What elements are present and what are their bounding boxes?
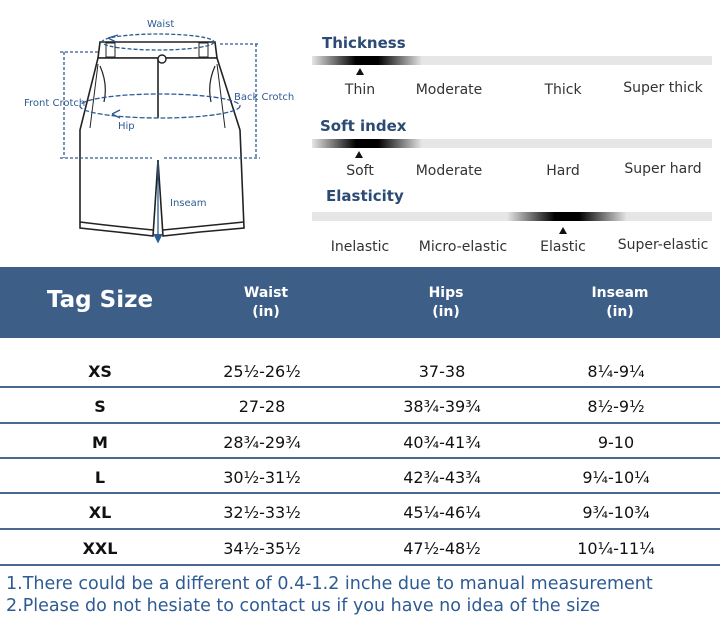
- waist-cell: 34½-35½: [223, 539, 301, 558]
- size-cell: M: [92, 433, 108, 452]
- soft-index-marker-icon: [355, 151, 363, 158]
- waist-cell: 32½-33½: [223, 503, 301, 522]
- hips-cell: 38¾-39¾: [403, 397, 481, 416]
- waist-cell: 30½-31½: [223, 468, 301, 487]
- waist-label: Waist: [147, 19, 175, 30]
- elasticity-highlight: [507, 212, 627, 221]
- row-divider: [0, 564, 720, 566]
- thickness-highlight: [312, 56, 422, 65]
- elasticity-option-elastic: Elastic: [540, 239, 586, 255]
- soft-index-option-moderate: Moderate: [415, 163, 483, 179]
- table-row: [0, 460, 720, 496]
- waist-cell: 25½-26½: [223, 362, 301, 381]
- waist-cell: 28¾-29¾: [223, 433, 301, 452]
- thickness-option-thick: Thick: [544, 82, 582, 98]
- thickness-marker-icon: [356, 68, 364, 75]
- thickness-title: Thickness: [322, 34, 406, 52]
- hips-header: [380, 284, 512, 322]
- hips-header-label: Hips: [428, 285, 464, 301]
- inseam-cell: 9-10: [597, 433, 635, 452]
- note-measurement: 1.There could be a different of 0.4-1.2 inche due to manual measurement: [6, 574, 653, 594]
- waist-header: [200, 284, 332, 322]
- elasticity-option-super-elastic: Super-elastic: [617, 237, 709, 253]
- table-row: [0, 389, 720, 425]
- soft-index-highlight: [312, 139, 422, 148]
- inseam-cell: 10¼-11¼: [577, 539, 655, 558]
- inseam-cell: 8¼-9¼: [587, 362, 645, 381]
- row-divider: [0, 528, 720, 530]
- inseam-cell: 9¼-10¼: [582, 468, 650, 487]
- inseam-cell: 9¾-10¾: [582, 503, 650, 522]
- thickness-option-moderate: Moderate: [415, 82, 483, 98]
- size-cell: L: [94, 468, 106, 487]
- size-cell: S: [94, 397, 106, 416]
- hips-cell: 42¾-43¾: [403, 468, 481, 487]
- size-cell: XL: [88, 503, 112, 522]
- row-divider: [0, 492, 720, 494]
- shorts-drawing: [80, 42, 244, 236]
- waist-header-unit: (in): [252, 304, 280, 320]
- soft-index-title: Soft index: [320, 117, 407, 135]
- size-table-header: [0, 267, 720, 338]
- waist-cell: 27-28: [238, 397, 286, 416]
- thickness-option-thin: Thin: [344, 82, 376, 98]
- hips-header-unit: (in): [432, 304, 460, 320]
- soft-index-option-soft: Soft: [346, 163, 374, 179]
- table-row: [0, 425, 720, 461]
- inseam-label: Inseam: [170, 198, 207, 209]
- inseam-header-unit: (in): [606, 304, 634, 320]
- waist-header-label: Waist: [243, 285, 289, 301]
- front-crotch-label: Front Crotch: [24, 98, 86, 109]
- back-crotch-label: Back Crotch: [234, 92, 295, 103]
- size-cell: XS: [88, 362, 112, 381]
- shorts-measurement-diagram: [0, 0, 310, 262]
- row-divider: [0, 457, 720, 459]
- hip-label: Hip: [118, 121, 135, 132]
- elasticity-bar: [312, 212, 712, 221]
- table-row: [0, 531, 720, 567]
- table-row: [0, 495, 720, 531]
- button-icon: [158, 55, 166, 63]
- hips-cell: 40¾-41¾: [403, 433, 481, 452]
- inseam-header-label: Inseam: [591, 285, 649, 301]
- soft-index-option-hard: Hard: [546, 163, 580, 179]
- inseam-header: [554, 284, 686, 322]
- note-contact: 2.Please do not hesiate to contact us if you have no idea of the size: [6, 596, 601, 616]
- hips-cell: 45¼-46¼: [403, 503, 481, 522]
- soft-index-option-super-hard: Super hard: [624, 161, 702, 177]
- hips-cell: 47½-48½: [403, 539, 481, 558]
- elasticity-option-inelastic: Inelastic: [330, 239, 390, 255]
- row-divider: [0, 386, 720, 388]
- thickness-bar: [312, 56, 712, 65]
- inseam-cell: 8½-9½: [587, 397, 645, 416]
- thickness-option-super-thick: Super thick: [623, 80, 703, 96]
- elasticity-option-micro-elastic: Micro-elastic: [418, 239, 508, 255]
- row-divider: [0, 422, 720, 424]
- size-cell: XXL: [82, 539, 118, 558]
- elasticity-marker-icon: [559, 227, 567, 234]
- elasticity-title: Elasticity: [326, 187, 404, 205]
- table-row: [0, 354, 720, 390]
- hips-cell: 37-38: [418, 362, 466, 381]
- tag-size-header: Tag Size: [46, 287, 154, 313]
- soft-index-bar: [312, 139, 712, 148]
